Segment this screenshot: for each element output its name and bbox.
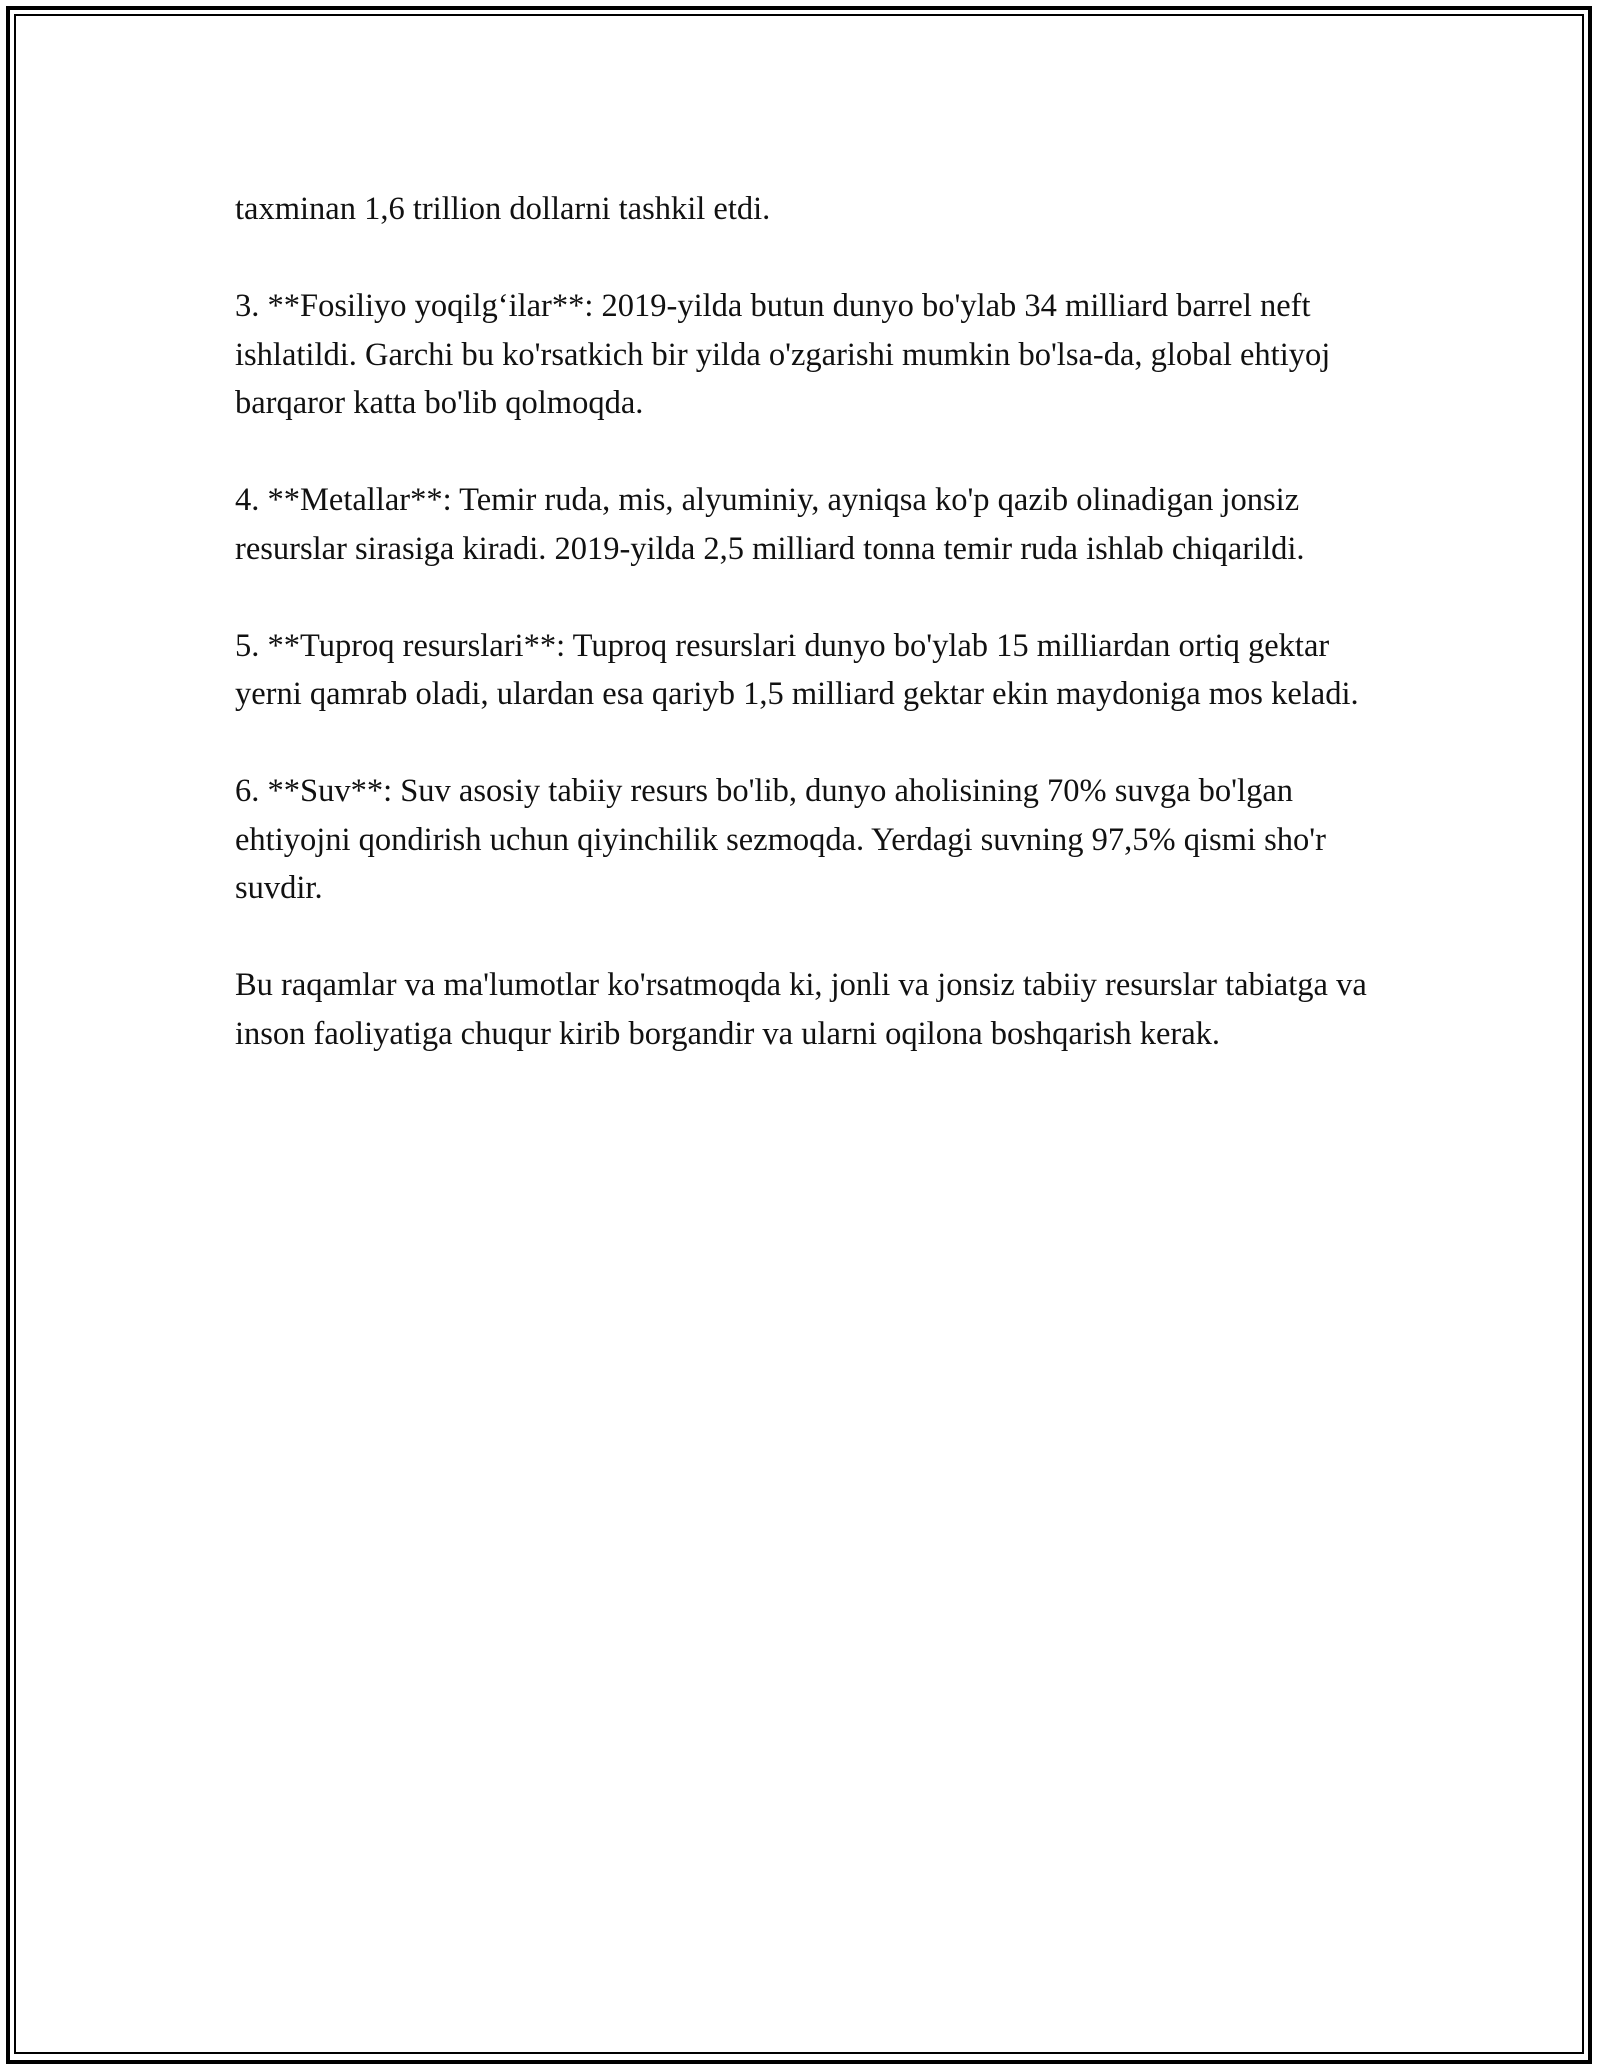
paragraph-water: 6. **Suv**: Suv asosiy tabiiy resurs bo'lib, dunyo aholisining 70% suvga bo'lgan ehtiyojni qondirish uchun qiyinchilik sezmoqda. Yerdagi suvning 97,5% qismi sho'r suvdir.: [235, 773, 1326, 906]
paragraph-metals: 4. **Metallar**: Temir ruda, mis, alyuminiy, ayniqsa ko'p qazib olinadigan jonsiz resurslar sirasiga kiradi. 2019-yilda 2,5 milliard tonna temir ruda ishlab chiqarildi.: [235, 482, 1305, 567]
document-body: [235, 185, 1395, 1107]
paragraph-conclusion: Bu raqamlar va ma'lumotlar ko'rsatmoqda ki, jonli va jonsiz tabiiy resurslar tabiatga va inson faoliyatiga chuqur kirib borgandir va ularni oqilona boshqarish kerak.: [235, 967, 1367, 1052]
paragraph-fossil-fuels: 3. **Fosiliyo yoqilg‘ilar**: 2019-yilda butun dunyo bo'ylab 34 milliard barrel neft ishlatildi. Garchi bu ko'rsatkich bir yilda o'zgarishi mumkin bo'lsa-da, global ehtiyoj barqaror katta bo'lib qolmoqda.: [235, 288, 1331, 421]
paragraph-continuation: taxminan 1,6 trillion dollarni tashkil etdi.: [235, 191, 771, 227]
paragraph-soil-resources: 5. **Tuproq resurslari**: Tuproq resurslari dunyo bo'ylab 15 milliardan ortiq gektar yerni qamrab oladi, ulardan esa qariyb 1,5 milliard gektar ekin maydoniga mos keladi.: [235, 627, 1359, 712]
